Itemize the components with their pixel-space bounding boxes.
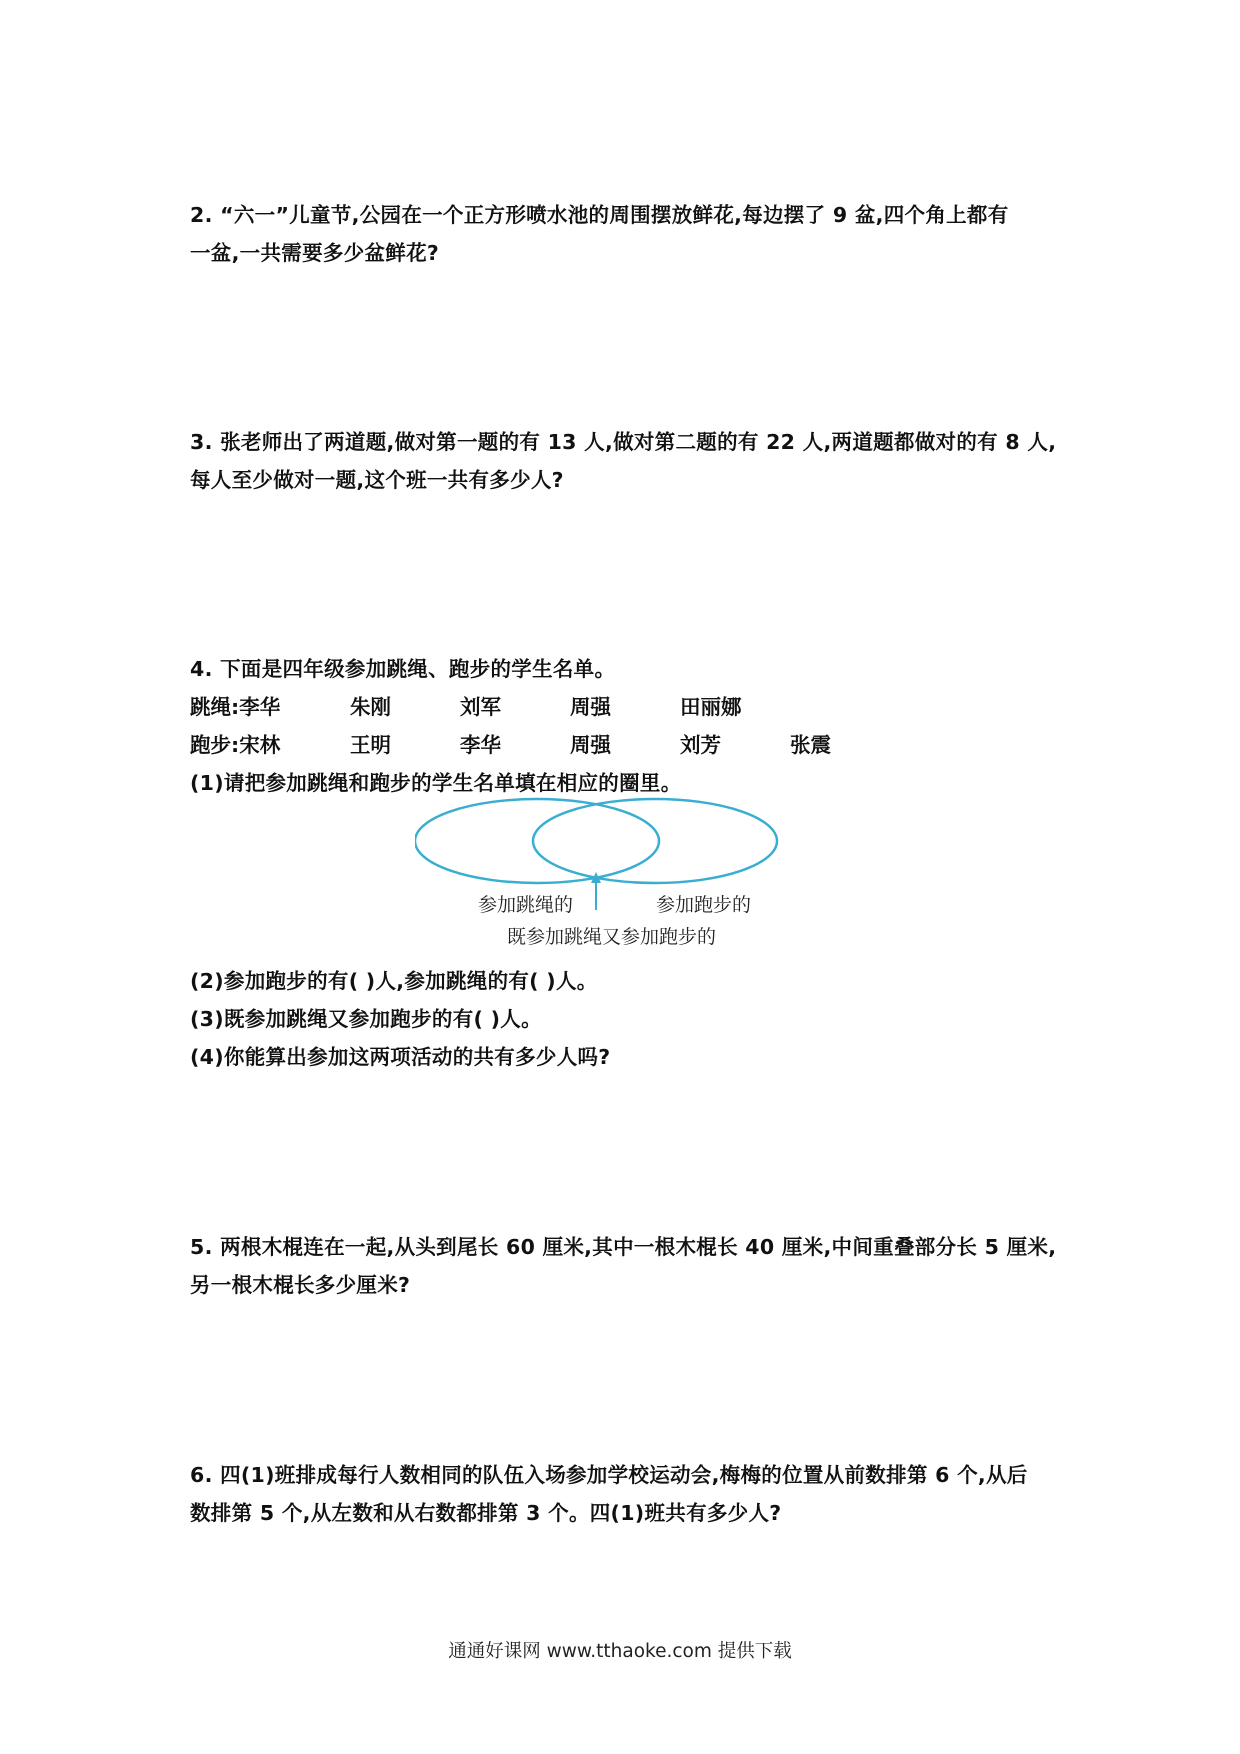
rope-name: 田丽娜 bbox=[680, 695, 742, 719]
venn-label-both: 既参加跳绳又参加跑步的 bbox=[507, 926, 717, 948]
run-list-label: 跑步:宋林 bbox=[190, 733, 281, 757]
page-footer: 通通好课网 www.tthaoke.com 提供下载 bbox=[448, 1641, 792, 1662]
run-name: 张震 bbox=[790, 733, 831, 757]
q4-intro: 4. 下面是四年级参加跳绳、跑步的学生名单。 bbox=[190, 657, 616, 681]
q4-sub-3: (3)既参加跳绳又参加跑步的有( )人。 bbox=[190, 1007, 542, 1031]
q4-sub-1: (1)请把参加跳绳和跑步的学生名单填在相应的圈里。 bbox=[190, 771, 682, 795]
q4-sub-4: (4)你能算出参加这两项活动的共有多少人吗? bbox=[190, 1045, 611, 1069]
q2-line-1: 2. “六一”儿童节,公园在一个正方形喷水池的周围摆放鲜花,每边摆了 9 盆,四个角上都有 bbox=[190, 203, 1009, 227]
venn-label-rope: 参加跳绳的 bbox=[478, 894, 574, 916]
run-name: 李华 bbox=[460, 733, 501, 757]
q3-line-1: 3. 张老师出了两道题,做对第一题的有 13 人,做对第二题的有 22 人,两道题都做对的有 8 人, bbox=[190, 430, 1057, 454]
q4-sub-2: (2)参加跑步的有( )人,参加跳绳的有( )人。 bbox=[190, 969, 598, 993]
run-name: 王明 bbox=[350, 733, 391, 757]
rope-name: 周强 bbox=[570, 695, 611, 719]
q6-line-2: 数排第 5 个,从左数和从右数都排第 3 个。四(1)班共有多少人? bbox=[190, 1501, 782, 1525]
q2-line-2: 一盆,一共需要多少盆鲜花? bbox=[190, 241, 440, 265]
q6-line-1: 6. 四(1)班排成每行人数相同的队伍入场参加学校运动会,梅梅的位置从前数排第 6 个,从后 bbox=[190, 1463, 1028, 1487]
rope-circle bbox=[415, 799, 659, 883]
q5-line-2: 另一根木棍长多少厘米? bbox=[190, 1273, 411, 1297]
rope-name: 朱刚 bbox=[350, 695, 391, 719]
rope-name: 刘军 bbox=[460, 695, 501, 719]
q5-line-1: 5. 两根木棍连在一起,从头到尾长 60 厘米,其中一根木棍长 40 厘米,中间重叠部分长 5 厘米, bbox=[190, 1235, 1057, 1259]
rope-list-label: 跳绳:李华 bbox=[190, 695, 281, 719]
run-circle bbox=[533, 799, 777, 883]
run-name: 周强 bbox=[570, 733, 611, 757]
run-name: 刘芳 bbox=[680, 733, 721, 757]
venn-label-run: 参加跑步的 bbox=[656, 894, 752, 916]
q3-line-2: 每人至少做对一题,这个班一共有多少人? bbox=[190, 468, 564, 492]
